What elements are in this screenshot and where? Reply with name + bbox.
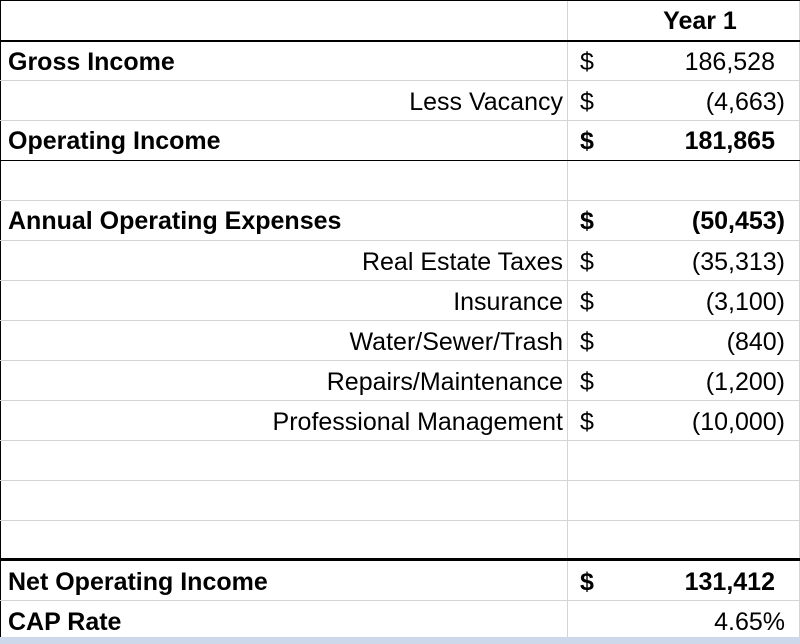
real-estate-taxes-value: (35,313): [691, 248, 785, 276]
annual-operating-expenses-label: Annual Operating Expenses: [8, 207, 342, 235]
less-vacancy-value: (4,663): [705, 88, 785, 116]
insurance-label: Insurance: [453, 288, 563, 316]
real-estate-taxes-label: Real Estate Taxes: [361, 248, 563, 276]
net-operating-income-label: Net Operating Income: [8, 568, 268, 596]
real-estate-taxes-currency: $: [580, 248, 594, 276]
year-header: Year 1: [663, 7, 737, 35]
less-vacancy-currency: $: [580, 88, 594, 116]
professional-management-currency: $: [580, 408, 594, 436]
row-line: [0, 520, 800, 521]
row-line: [0, 480, 800, 481]
gross-income-label: Gross Income: [8, 48, 175, 76]
water-sewer-trash-currency: $: [580, 328, 594, 356]
net-operating-income-value: 131,412: [684, 568, 775, 596]
annual-operating-expenses-currency: $: [580, 207, 594, 235]
noi-border: [0, 558, 800, 561]
cap-rate-value: 4.65%: [714, 608, 785, 636]
less-vacancy-label: Less Vacancy: [409, 88, 563, 116]
cap-rate-label: CAP Rate: [8, 608, 122, 636]
insurance-value: (3,100): [705, 288, 785, 316]
professional-management-value: (10,000): [691, 408, 785, 436]
repairs-maintenance-value: (1,200): [705, 368, 785, 396]
gross-income-currency: $: [580, 48, 594, 76]
operating-income-label: Operating Income: [8, 127, 221, 155]
annual-operating-expenses-value: (50,453): [691, 207, 785, 235]
column-divider-label: [567, 0, 568, 644]
repairs-maintenance-label: Repairs/Maintenance: [326, 368, 563, 396]
professional-management-label: Professional Management: [272, 408, 563, 436]
operating-income-currency: $: [580, 127, 594, 155]
net-operating-income-currency: $: [580, 568, 594, 596]
water-sewer-trash-value: (840): [726, 328, 785, 356]
left-border: [0, 0, 1, 644]
gross-income-value: 186,528: [684, 48, 775, 76]
operating-income-value: 181,865: [684, 127, 775, 155]
repairs-maintenance-currency: $: [580, 368, 594, 396]
water-sewer-trash-label: Water/Sewer/Trash: [349, 328, 563, 356]
insurance-currency: $: [580, 288, 594, 316]
